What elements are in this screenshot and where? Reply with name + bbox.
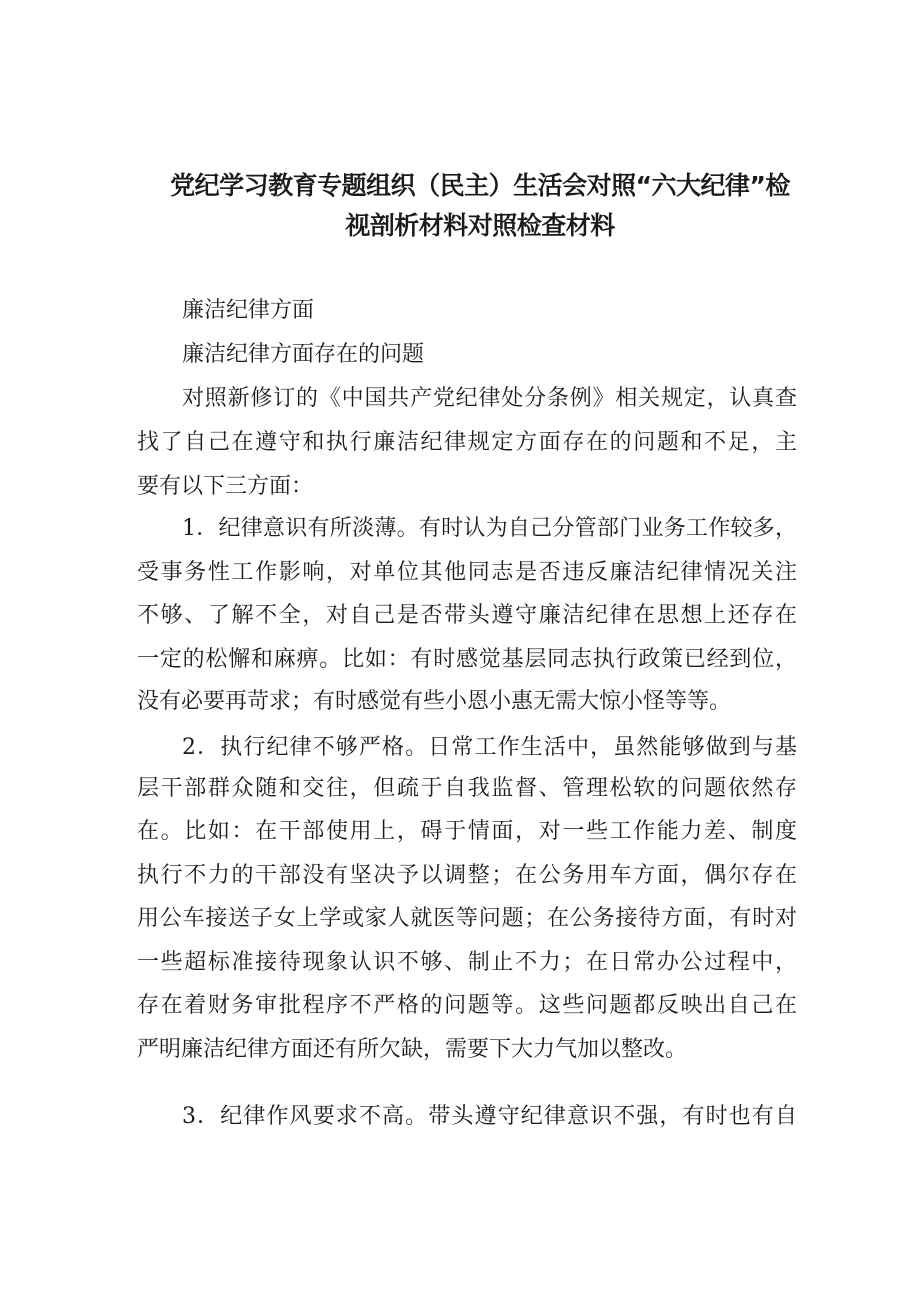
body-line: 1．纪律意识有所淡薄。有时认为自己分管部门业务工作较多， (182, 516, 797, 541)
body-line: 层干部群众随和交往，但疏于自我监督、管理松软的问题依然存 (137, 776, 797, 801)
body-line: 找了自己在遵守和执行廉洁纪律规定方面存在的问题和不足，主 (137, 430, 797, 455)
body-line: 存在着财务审批程序不严格的问题等。这些问题都反映出自己在 (137, 993, 797, 1018)
body-line: 一定的松懈和麻痹。比如：有时感觉基层同志执行政策已经到位， (137, 647, 797, 672)
body-line: 一些超标准接待现象认识不够、制止不力；在日常办公过程中， (137, 950, 797, 975)
document-title-line-2: 视剖析材料对照检查材料 (345, 211, 615, 240)
document-title-line-1: 党纪学习教育专题组织（民主）生活会对照“六大纪律”检 (170, 171, 790, 200)
body-line: 受事务性工作影响，对单位其他同志是否违反廉洁纪律情况关注 (137, 560, 797, 585)
body-line: 2．执行纪律不够严格。日常工作生活中，虽然能够做到与基 (182, 735, 797, 760)
body-line: 要有以下三方面： (137, 474, 314, 499)
body-line: 用公车接送子女上学或家人就医等问题；在公务接待方面，有时对 (137, 906, 797, 931)
body-line: 严明廉洁纪律方面还有所欠缺，需要下大力气加以整改。 (137, 1037, 688, 1062)
body-line: 没有必要再苛求；有时感觉有些小恩小惠无需大惊小怪等等。 (137, 689, 732, 714)
body-line: 对照新修订的《中国共产党纪律处分条例》相关规定，认真查 (182, 386, 797, 411)
body-line: 不够、了解不全，对自己是否带头遵守廉洁纪律在思想上还存在 (137, 603, 797, 628)
body-line: 执行不力的干部没有坚决予以调整；在公务用车方面，偶尔存在 (137, 863, 797, 888)
section-heading: 廉洁纪律方面 (182, 298, 315, 323)
body-line: 3．纪律作风要求不高。带头遵守纪律意识不强，有时也有自 (182, 1104, 797, 1129)
subsection-heading: 廉洁纪律方面存在的问题 (182, 342, 425, 367)
body-line: 在。比如：在干部使用上，碍于情面，对一些工作能力差、制度 (137, 819, 797, 844)
